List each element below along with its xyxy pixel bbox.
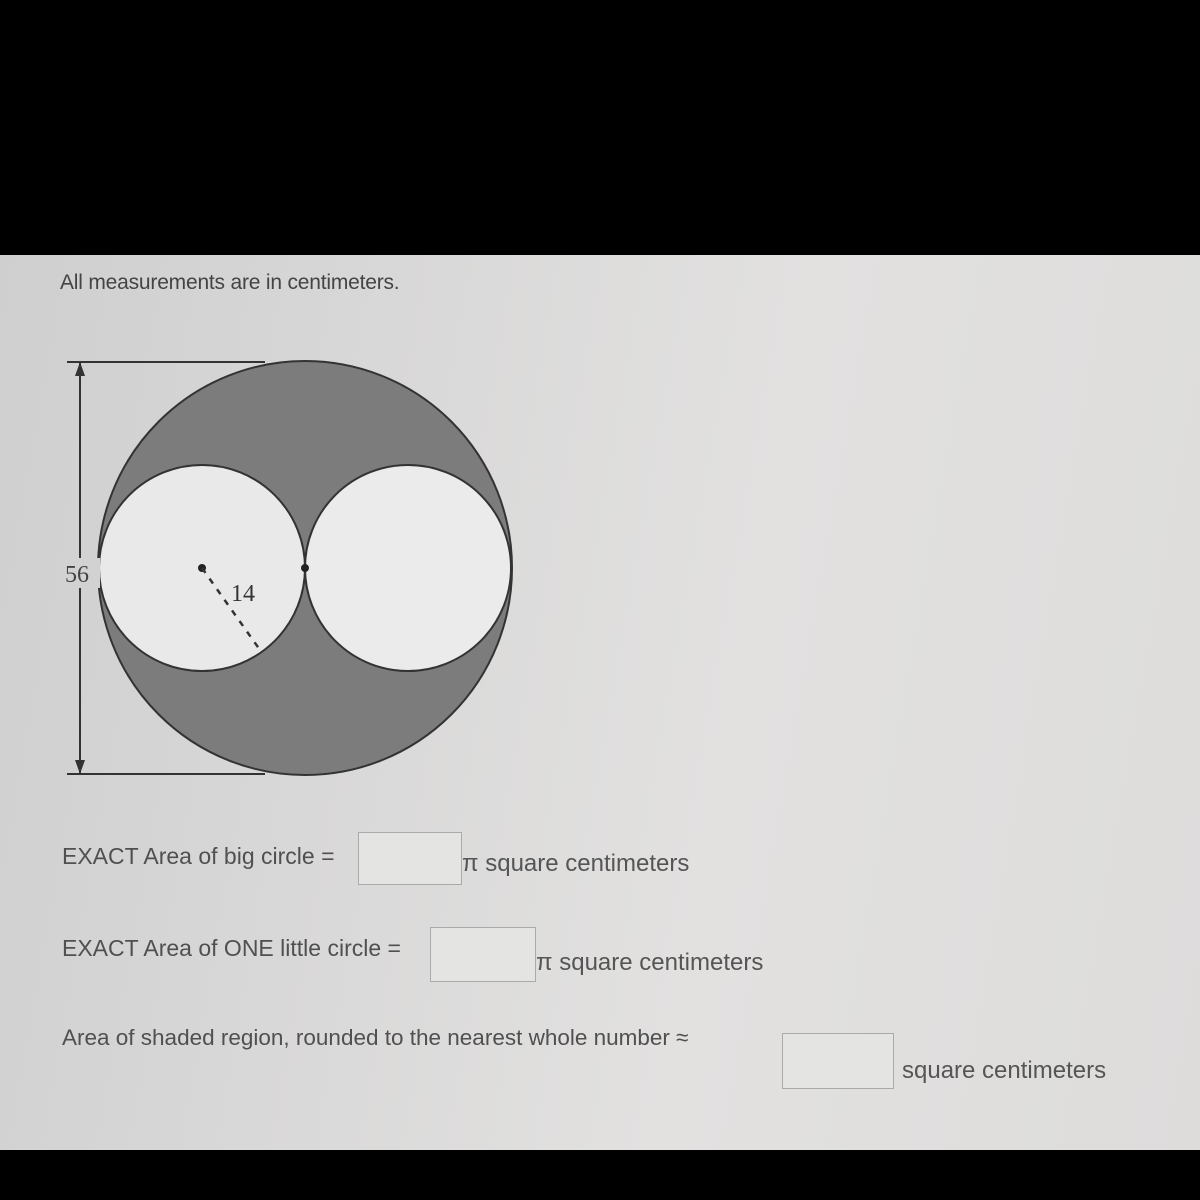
question-page: [0, 255, 1200, 1150]
diameter-label: 56: [65, 562, 89, 588]
question-1-prompt: EXACT Area of big circle =: [62, 843, 335, 869]
little-circle-area-box[interactable]: [430, 927, 536, 982]
question-1-unit: π square centimeters: [462, 850, 690, 877]
diameter-arrow-bottom: [75, 760, 85, 774]
big-circle-area-box[interactable]: [358, 832, 462, 885]
question-2-prompt: EXACT Area of ONE little circle =: [62, 935, 401, 961]
circles-figure: [55, 350, 525, 790]
radius-label: 14: [231, 581, 255, 607]
question-3-prompt: Area of shaded region, rounded to the nearest whole number ≈: [62, 1025, 689, 1050]
tangent-point-dot: [301, 564, 309, 572]
little-circle-area-input[interactable]: [431, 928, 535, 981]
question-2-unit: π square centimeters: [536, 949, 764, 976]
right-little-circle: [305, 465, 511, 671]
diameter-arrow-top: [75, 362, 85, 376]
shaded-area-input[interactable]: [783, 1034, 893, 1088]
instructions-text: All measurements are in centimeters.: [60, 271, 400, 294]
question-3-unit: square centimeters: [902, 1057, 1107, 1084]
big-circle-area-input[interactable]: [359, 833, 461, 884]
shaded-area-box[interactable]: [782, 1033, 894, 1089]
